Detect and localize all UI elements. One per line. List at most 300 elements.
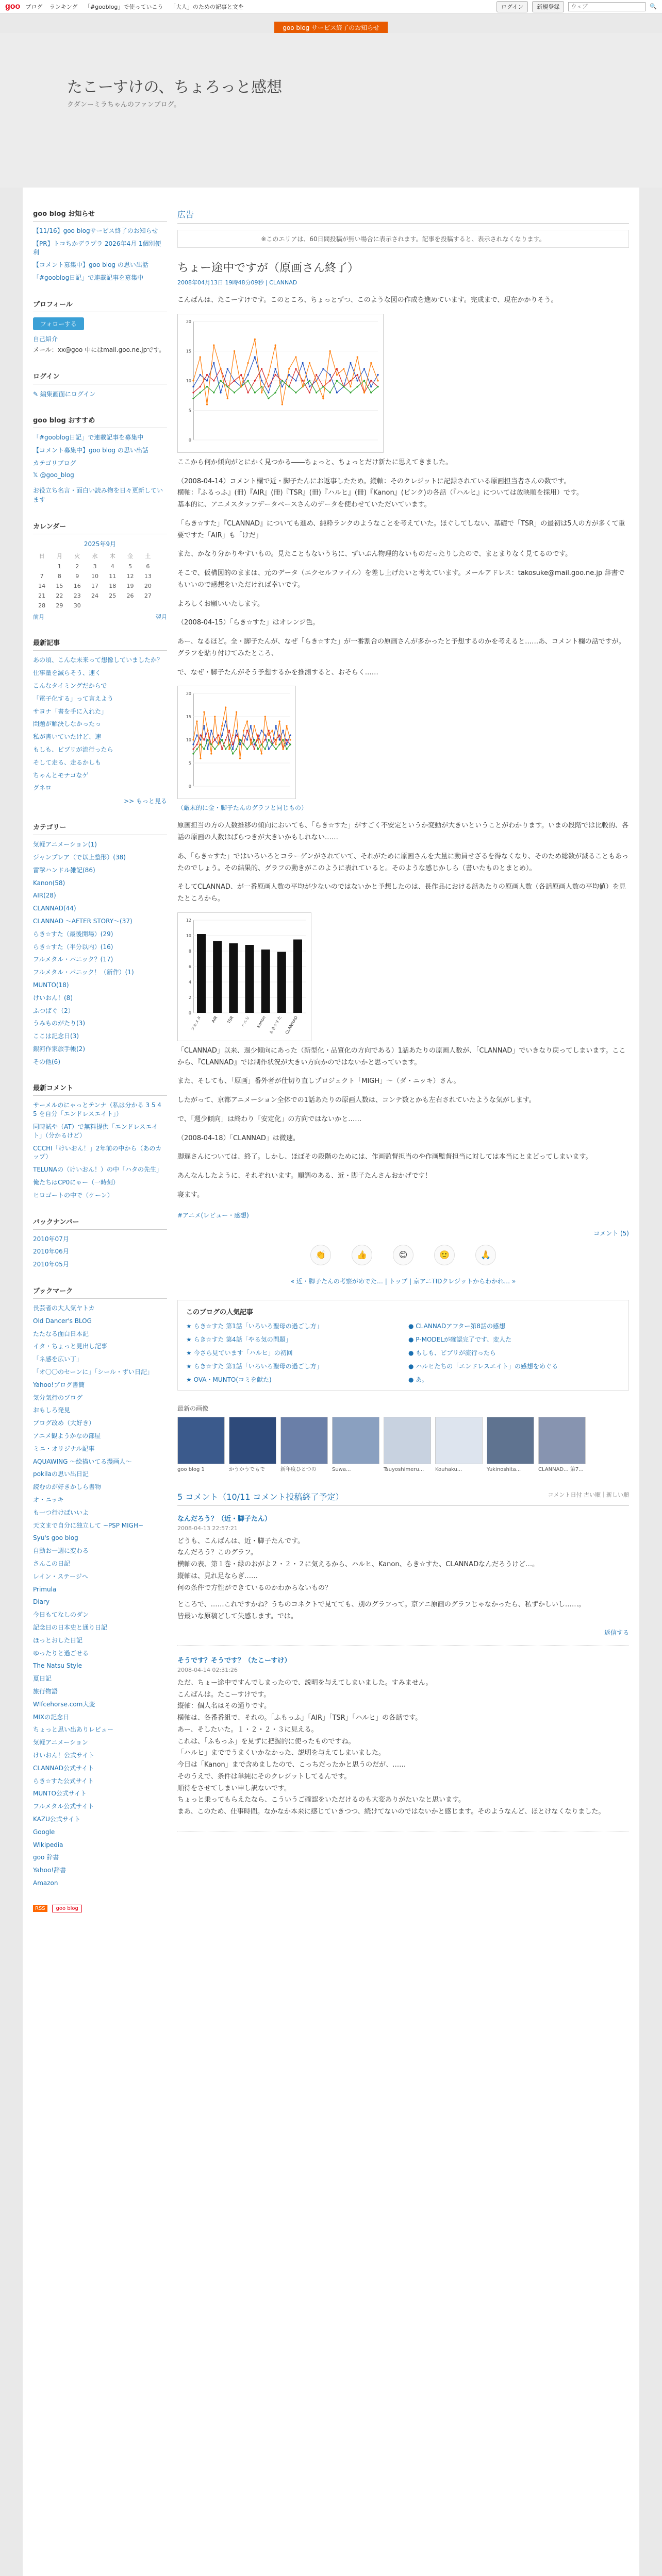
bookmark-item[interactable]: 気軽アニメーション [33, 1739, 88, 1747]
y-tick-label: 15 [186, 715, 191, 720]
data-point [275, 725, 277, 727]
entry-paragraph: （2008-04-18）「CLANNAD」は微速。 [177, 1134, 300, 1142]
y-tick-label: 15 [186, 349, 191, 354]
bookmark-item[interactable]: けいおん！公式サイト [33, 1751, 95, 1759]
calendar-day[interactable]: 10 [91, 573, 98, 580]
entry-paragraph: 「らき☆すた」『CLANNAD』についても進め、純粋ランクのようなことを考えていた。ほぐしてしない、基礎で「TSR」の最初は5人の方が多くて重要ですた「AIR」も「けだ」 [177, 519, 625, 539]
service-notice-link[interactable]: goo blog サービス終了のお知らせ [274, 22, 387, 33]
calendar-day[interactable]: 24 [91, 592, 98, 600]
chart-caption[interactable]: （厳末的に金・脚子たんのグラフと同じもの） [177, 804, 308, 812]
register-button[interactable]: 新規登録 [532, 1, 564, 12]
thumbnail[interactable] [487, 1417, 534, 1473]
entry-paragraph: あー、なるほど。全・脚子たんが、なぜ「らき☆すた」が一番割合の原画さんが多かったと予想するのかを考えると……あ、コメント欄の話ですが。グラフを貼り付けてみたところ、 [177, 638, 625, 657]
calendar-day[interactable]: 23 [73, 592, 81, 600]
calendar-day [139, 601, 157, 611]
bookmark-item[interactable]: フルメタル公式サイト [33, 1803, 94, 1810]
popular-item[interactable] [408, 1348, 620, 1357]
bookmark-item[interactable]: Wlfcehorse.com大変 [33, 1700, 95, 1708]
category-item[interactable]: CLANNAD(44) [33, 905, 76, 912]
popular-item[interactable] [186, 1362, 398, 1370]
popular-item[interactable] [408, 1362, 620, 1370]
calendar-day[interactable]: 16 [73, 583, 81, 590]
category-item[interactable]: うみものがたり(3) [33, 1020, 85, 1027]
calendar-day[interactable]: 15 [56, 583, 63, 590]
category-item[interactable]: けいおん！(8) [33, 994, 73, 1002]
calendar-day[interactable]: 6 [146, 563, 150, 570]
data-point [316, 374, 317, 376]
category-item[interactable]: 雷撃ハンドル雑記(86) [33, 866, 95, 874]
calendar-day[interactable]: 9 [75, 573, 79, 580]
top-bar-right [496, 1, 657, 12]
comment-title[interactable]: なんだろう？（近・脚子たん） [177, 1515, 272, 1523]
data-point [200, 356, 201, 358]
recent-comment-item[interactable]: サーメルのにゃっとテンナ（私は分かる 3 5 4 5 を自分「エンドレスエイト」） [33, 1101, 161, 1118]
bookmark-item[interactable]: KAZU公式サイト [33, 1815, 81, 1823]
data-point [322, 398, 324, 399]
thumbnail-image [332, 1417, 379, 1464]
follow-button[interactable]: フォローする [33, 317, 84, 330]
popular-item[interactable] [408, 1375, 620, 1384]
bookmark-item[interactable]: おもしろ発見 [33, 1406, 71, 1414]
data-point [363, 380, 365, 381]
data-point [350, 386, 351, 387]
data-point [282, 749, 284, 750]
recent-item[interactable]: 「電子化する」って言えよう [33, 694, 114, 702]
bookmark-item[interactable]: CLANNAD公式サイト [33, 1764, 94, 1772]
bookmark-item[interactable]: たたなる面白日本記 [33, 1330, 89, 1337]
category-item[interactable]: Kanon(58) [33, 879, 65, 887]
recommend-item[interactable]: 【コメント募集中】goo blog の思い出話 [33, 446, 148, 454]
data-point [322, 386, 324, 387]
thumbnail-label: goo blog 1 [177, 1466, 205, 1472]
calendar-day[interactable]: 27 [144, 592, 152, 600]
popular-posts [177, 1300, 629, 1391]
entry-tags[interactable]: #アニメ(レビュー・感想) [177, 1211, 249, 1219]
category-item[interactable]: MUNTO(18) [33, 981, 69, 989]
popular-item[interactable] [408, 1321, 620, 1330]
recent-item[interactable]: こんなタイミングだからで [33, 682, 107, 689]
data-point [329, 374, 331, 376]
calendar-day[interactable]: 17 [91, 583, 98, 590]
recent-item[interactable]: ちゃんとモナコなゲ [33, 771, 89, 779]
entry-paragraph: あ、「らき☆すた」ではいろいろとコラーゲンがされていて、それがために原画さんを大量に動員せざるを得なくなり、そのため総数が減ることもあったのでしょう。その結果的、グラフの動きがこのように表れていると。そのような感じかしら（書いたものとまとめ）。 [177, 852, 628, 872]
bookmark-item[interactable]: ほっとおした日記 [33, 1636, 83, 1644]
profile-name[interactable]: 自己紹介 [33, 335, 58, 343]
top-nav-item[interactable]: 「#gooblog」で使っていこう [85, 3, 163, 10]
bookmark-item[interactable]: レイン・ステージへ [33, 1572, 88, 1580]
thumbnail-label: Yukinoshita... [487, 1466, 521, 1472]
calendar-prev-link[interactable]: 前月 [33, 614, 44, 621]
thumbnail[interactable] [229, 1417, 276, 1473]
news-item[interactable]: 「#gooblog日記」で連載記事を募集中 [33, 274, 144, 282]
thumbnail-image [487, 1417, 534, 1464]
calendar-day[interactable]: 11 [109, 573, 117, 580]
thumbnail-image [384, 1417, 431, 1464]
calendar-table [33, 550, 157, 611]
calendar-day[interactable]: 29 [56, 602, 63, 609]
entry-paragraph: 寝ます。 [177, 1191, 204, 1199]
y-tick-label: 20 [186, 691, 191, 697]
recent-item[interactable]: グネロ [33, 784, 52, 792]
x-tick-label: TSR [226, 1015, 235, 1025]
calendar-day[interactable]: 18 [109, 583, 117, 590]
data-point [192, 398, 194, 399]
recent-item[interactable]: 問題が解決しなかったっ [33, 720, 102, 728]
bookmark-item[interactable]: 旅行物語 [33, 1687, 58, 1695]
bookmark-section [33, 1285, 167, 1888]
data-point [228, 730, 230, 732]
popular-rank-icon: ★ [186, 1322, 194, 1330]
recent-item[interactable]: そして走る、走るかしも [33, 758, 102, 766]
recent-item[interactable]: サヨナ「書を手に入れた」 [33, 707, 108, 715]
data-point [279, 735, 280, 736]
bookmark-item[interactable]: 「オ〇〇のセーンに」「シール・ずい日記」 [33, 1368, 154, 1376]
bookmark-item[interactable]: 「ネ感を広い丁」 [33, 1355, 83, 1363]
recommend-note[interactable]: お役立ち名言・面白い読み物を日々更新しています [33, 487, 163, 504]
data-point [214, 739, 216, 741]
category-item[interactable]: らき☆すた（最後開場）(29) [33, 930, 113, 938]
thumbnail[interactable] [435, 1417, 483, 1473]
calendar-day[interactable]: 19 [126, 583, 134, 590]
category-item[interactable]: 銀河作家旅手帳(2) [33, 1045, 85, 1053]
data-point [192, 749, 194, 750]
comment-count-link[interactable]: コメント (5) [593, 1229, 629, 1237]
category-item[interactable]: ジャンプレア（で以上整形）(38) [33, 853, 126, 861]
calendar-day[interactable]: 14 [38, 583, 46, 590]
data-point [247, 380, 249, 381]
comments-sort[interactable]: コメント日付 古い順｜新しい順 [548, 1491, 629, 1498]
calendar-week [33, 601, 157, 611]
bookmark-item[interactable]: 夏日記 [33, 1675, 52, 1683]
data-point [213, 380, 214, 381]
bookmark-item[interactable]: 天文まで自分に独立して ~PSP MIGH~ [33, 1521, 144, 1529]
news-heading: goo blog お知らせ [33, 208, 167, 222]
calendar-weekday: 土 [145, 553, 151, 560]
recent-comments-section [33, 1082, 167, 1199]
thumbnail[interactable] [280, 1417, 328, 1473]
calendar-day[interactable]: 20 [144, 583, 152, 590]
bookmark-item[interactable]: The Natsu Style [33, 1662, 82, 1670]
popular-rank-icon: ● [408, 1335, 416, 1343]
popular-item[interactable] [186, 1348, 398, 1357]
thumbnail[interactable] [177, 1417, 225, 1473]
bookmark-item[interactable]: 読むのが好きかしら書物 [33, 1483, 102, 1491]
reply-link[interactable]: 返信する [604, 1629, 629, 1636]
twitter-account[interactable] [33, 471, 167, 479]
calendar-week [33, 591, 157, 601]
bookmark-item[interactable]: Diary [33, 1598, 49, 1606]
thumbnail-label: かうかうでもで [229, 1466, 265, 1472]
thumbnail[interactable] [538, 1417, 586, 1473]
data-point [200, 374, 201, 376]
reaction-button[interactable]: 🙏 [475, 1245, 496, 1265]
category-item[interactable]: らき☆すた（半分以内）(16) [33, 943, 113, 951]
data-point [243, 744, 244, 745]
data-point [295, 380, 296, 381]
data-point [232, 749, 234, 750]
top-nav-item[interactable]: ブログ [25, 3, 43, 10]
data-point [203, 749, 205, 750]
popular-item[interactable] [186, 1335, 398, 1344]
search-input[interactable] [568, 2, 646, 11]
bookmark-item[interactable]: 記念日の日本史と通り日記 [33, 1623, 108, 1631]
recent-comment-item[interactable]: CCCHI「けいおん！」2年前の中から（あのカップ） [33, 1144, 162, 1161]
entry-paragraph: 原画担当の方の人数推移の傾向においても、「らき☆すた」がすごく不安定というか変動が大きいということがわかります。いまの段階では比較的、各話の原画の人数はばらつきが大きいかもしれない…… [177, 822, 629, 841]
recommend-item[interactable]: カテゴリブログ [33, 459, 76, 467]
bookmark-item[interactable]: イタ・ちょっと見出し記事 [33, 1343, 108, 1350]
data-point [236, 711, 237, 713]
goo-recommend-heading: goo blog おすすめ [33, 415, 167, 428]
category-item[interactable]: CLANNAD ～AFTER STORY～(37) [33, 917, 133, 925]
data-point [357, 380, 358, 381]
calendar-nav [33, 613, 167, 621]
bookmark-item[interactable]: pokilaの思い出日記 [33, 1470, 89, 1478]
bookmark-item[interactable]: MIXの記念日 [33, 1713, 70, 1721]
popular-grid [186, 1321, 620, 1384]
bookmark-item[interactable]: 自動お一週に変わる [33, 1547, 89, 1555]
recent-item[interactable]: もしも、ビブリが流行ったら [33, 745, 113, 753]
data-point [220, 392, 221, 393]
comment-list [177, 1513, 629, 1832]
data-point [250, 725, 252, 727]
data-point [261, 753, 262, 755]
profile-text: メール：xx@goo 中にはmail.goo.ne.jpです。 [33, 346, 166, 353]
bookmark-item[interactable]: 気分気行のブログ [33, 1394, 83, 1401]
x-icon: 𝕏 [33, 471, 40, 479]
popular-rank-icon: ★ [186, 1376, 194, 1383]
data-point [377, 374, 378, 376]
entry-paragraph: で、「週少傾向」は終わり「安定化」の方向ではないかと…… [177, 1115, 362, 1123]
category-item[interactable]: ここは記念日(3) [33, 1032, 79, 1040]
bookmark-item[interactable]: goo 辞書 [33, 1854, 59, 1861]
calendar-next-link[interactable]: 翌月 [156, 614, 167, 621]
calendar-day[interactable]: 12 [126, 573, 134, 580]
news-item[interactable]: 【コメント募集中】goo blog の思い出話 [33, 261, 148, 269]
reaction-button[interactable]: 😊 [393, 1245, 413, 1265]
data-point [322, 368, 324, 369]
reaction-button[interactable]: 🙂 [434, 1245, 455, 1265]
category-item[interactable]: AIR(28) [33, 892, 56, 900]
calendar-day [33, 562, 51, 571]
data-point [316, 380, 317, 381]
popular-item-title: らき☆すた 第1話「いろいろ聖母の過ごし方」 [193, 1322, 323, 1330]
bookmark-item[interactable]: ちょっと思い出ありレビュー [33, 1726, 114, 1734]
entry-title[interactable]: ちょー途中ですが（原画さん終了） [177, 262, 359, 275]
bookmark-list [33, 1304, 167, 1888]
bookmark-item[interactable]: Yahoo!辞書 [33, 1867, 67, 1874]
thumbnail-image [538, 1417, 586, 1464]
data-point [200, 744, 201, 745]
bookmark-item[interactable]: Amazon [33, 1879, 58, 1887]
bookmark-item[interactable]: オ・ニッキ [33, 1496, 64, 1503]
bookmark-item[interactable]: Wikipedia [33, 1841, 63, 1849]
bookmark-item[interactable]: ブログ改め（大好き） [33, 1419, 95, 1427]
calendar-day[interactable]: 22 [56, 592, 63, 600]
y-tick-label: 4 [188, 979, 191, 985]
data-point [377, 380, 378, 381]
y-tick-label: 6 [188, 964, 191, 969]
entry-pager[interactable]: « 近・脚子たんの考察がめでた… | トップ | 京アニTIDクレジットからわかれ… » [290, 1277, 516, 1285]
entry-meta[interactable]: 2008年04月13日 19時48分09秒 | CLANNAD [177, 279, 297, 286]
comment-extra: ところで、……これですかね？うちのコネクトで見てても、別のグラフって。京アニ原画のグラフじゃなかったら、私ずかしいし……。 皆最いな原稿どして失感します。では。 [177, 1601, 585, 1620]
category-item[interactable]: フルメタル・パニック！（新作）(1) [33, 969, 134, 976]
thumbnail[interactable] [384, 1417, 431, 1473]
site-title[interactable]: たこーすけの、ちょろっと感想 [67, 78, 283, 96]
category-item[interactable]: その他(6) [33, 1058, 60, 1065]
search-icon[interactable]: 🔍 [650, 3, 657, 10]
recent-item[interactable]: あの頃、こんな未来って想像していましたか？ [33, 656, 163, 664]
bookmark-item[interactable]: ミニ・オリジナル記事 [33, 1445, 95, 1452]
data-point [264, 749, 266, 750]
recent-section [33, 637, 167, 805]
popular-item[interactable] [408, 1335, 620, 1344]
data-point [286, 749, 287, 750]
recent-comment-item[interactable]: 同時試や（AT）で無料提供「エンドレスエイト」（分かるけど） [33, 1123, 158, 1139]
reaction-button[interactable]: 👍 [352, 1245, 372, 1265]
data-point [350, 380, 351, 381]
data-point [288, 386, 290, 387]
bookmark-item[interactable]: 長芸者の大人気ヤトカ [33, 1304, 95, 1312]
calendar-day [86, 601, 104, 611]
bar-chart[interactable] [177, 912, 311, 1041]
bar [197, 934, 206, 1013]
calendar-day[interactable]: 28 [38, 602, 46, 609]
y-tick-label: 2 [188, 995, 191, 1000]
thumbnail-image [280, 1417, 328, 1464]
backnumber-item[interactable]: 2010年05月 [33, 1261, 69, 1268]
popular-item[interactable] [186, 1321, 398, 1330]
top-nav-item[interactable]: ランキング [49, 3, 78, 10]
bookmark-item[interactable]: MUNTO公式サイト [33, 1790, 87, 1798]
backnumber-list [33, 1235, 167, 1269]
series-line [193, 707, 290, 758]
bookmark-item[interactable]: Google [33, 1828, 55, 1836]
entry-paragraph: 脚遅さんについては、終了。しかし、ほぼその段階のためには、作画監督担当のや作画監督担当に対しては本当にとまどってしまいます。 [177, 1153, 592, 1161]
data-point [240, 386, 242, 387]
data-point [232, 753, 234, 755]
popular-rank-icon: ● [408, 1322, 416, 1330]
popular-item[interactable] [186, 1375, 398, 1384]
calendar-weekday: 金 [127, 553, 134, 560]
data-point [254, 338, 256, 340]
calendar-day[interactable]: 7 [40, 573, 44, 580]
calendar-day[interactable]: 3 [93, 563, 97, 570]
popular-item-title: あ。 [416, 1376, 428, 1383]
data-point [289, 744, 291, 745]
bookmark-item[interactable]: らき☆すた公式サイト [33, 1777, 94, 1785]
thumbnail-label: 新年度ひとつの [280, 1466, 317, 1472]
thumbnail[interactable] [332, 1417, 379, 1473]
goo-logo[interactable]: goo [5, 2, 21, 11]
popular-rank-icon: ● [408, 1376, 416, 1383]
recent-comment-item[interactable]: 俺たちはCP0にゃー（一時刻） [33, 1179, 120, 1187]
bookmark-item[interactable]: Yahoo!ブログ書簡 [33, 1381, 85, 1388]
recommend-item[interactable]: 「#gooblog日記」で連載記事を募集中 [33, 433, 144, 441]
bookmark-item[interactable]: Old Dancer's BLOG [33, 1317, 92, 1325]
calendar-day[interactable]: 1 [57, 563, 61, 570]
thumbnail-strip [177, 1417, 629, 1473]
data-point [192, 744, 194, 745]
backnumber-item[interactable]: 2010年06月 [33, 1248, 69, 1256]
calendar-day[interactable]: 4 [110, 563, 114, 570]
recent-comments-list [33, 1101, 167, 1199]
calendar-day[interactable]: 25 [109, 592, 117, 600]
bookmark-item[interactable]: Syu's goo blog [33, 1534, 78, 1542]
data-point [247, 374, 249, 376]
bookmark-item[interactable]: 今日もてなしのダン [33, 1611, 89, 1619]
data-point [225, 707, 226, 708]
data-point [275, 374, 276, 376]
recent-more-link[interactable]: >> もっと見る [124, 798, 167, 805]
comment-date: 2008-04-13 22:57:21 [177, 1524, 238, 1532]
data-point [234, 350, 235, 352]
comments-heading [177, 1490, 629, 1506]
data-point [221, 739, 223, 741]
bar [229, 943, 238, 1013]
data-point [206, 380, 208, 381]
login-link[interactable] [33, 389, 167, 398]
goo-blog-badge[interactable]: goo blog [52, 1905, 81, 1912]
calendar-day[interactable]: 8 [57, 573, 61, 580]
data-point [357, 374, 358, 376]
category-item[interactable]: 気軽アニメーション(1) [33, 841, 97, 849]
bookmark-item[interactable]: さんこの日記 [33, 1560, 71, 1567]
calendar-day[interactable]: 26 [126, 592, 134, 600]
line-chart-2[interactable] [177, 686, 296, 799]
data-point [268, 735, 270, 736]
news-item[interactable]: 【11/16】goo blogサービス終了のお知らせ [33, 227, 158, 234]
calendar-day[interactable]: 21 [38, 592, 46, 600]
reaction-button[interactable]: 👏 [310, 1245, 331, 1265]
popular-item-title: CLANNADアフター第8話の感想 [416, 1322, 506, 1330]
bookmark-item[interactable]: も一つ行けばいいよ [33, 1509, 89, 1516]
recent-comment-item[interactable]: ヒロゴートの中で（ケーン） [33, 1191, 113, 1199]
data-point [207, 749, 208, 750]
popular-rank-icon: ● [408, 1362, 416, 1370]
data-point [213, 344, 214, 346]
comment-title[interactable]: そうです？そうです？（たこーすけ） [177, 1656, 291, 1665]
news-item[interactable]: 【PR】トコちかデラプラ 2026年4月 1個別便利 [33, 240, 161, 256]
data-point [377, 386, 378, 387]
ad-heading: 広告 [177, 208, 629, 224]
bookmark-item[interactable]: Primula [33, 1585, 57, 1593]
calendar-weekday: 火 [74, 553, 80, 560]
login-button[interactable]: ログイン [496, 1, 528, 12]
recent-comment-item[interactable]: TELUNAの（けいおん！）の中「ハタの先生」 [33, 1166, 162, 1174]
category-item[interactable]: ふつばぐ（2） [33, 1007, 74, 1014]
calendar-day[interactable]: 13 [144, 573, 152, 580]
bookmark-item[interactable]: アニメ観ようかなの部屋 [33, 1432, 101, 1440]
data-point [192, 392, 194, 393]
line-chart[interactable] [177, 314, 384, 453]
calendar-day[interactable]: 2 [75, 563, 79, 570]
recent-item[interactable]: 私が書いていたけど、速 [33, 733, 102, 741]
bookmark-item[interactable]: AQUAWING ～絵描いてる漫画人～ [33, 1458, 132, 1465]
backnumber-item[interactable]: 2010年07月 [33, 1235, 69, 1243]
data-point [236, 730, 237, 732]
recent-item[interactable]: 仕事量を減らそう、速く [33, 669, 102, 677]
calendar-day[interactable]: 5 [128, 563, 133, 570]
bookmark-item[interactable]: ゆったりと過ごせる [33, 1649, 89, 1657]
footer-logo[interactable] [33, 1904, 167, 1912]
calendar-day[interactable]: 30 [73, 602, 81, 609]
data-point [336, 368, 338, 369]
comment-body: どうも、こんばんは、近・脚子たんです。 なんだろう？このグラフ。 横軸の表、第１巻・緑のおがよ２・２・２に気えるから、ハルヒ、Kanon、らき☆すた、CLANNADなんだろうけど…。 縦軸は、見れ足ならぎ…… 何の条件で方性ができているのかわからないもの？ [177, 1537, 539, 1592]
top-nav-item[interactable]: 「大人」のための記事と文を [170, 3, 244, 10]
rss-icon[interactable]: RSS [33, 1905, 47, 1912]
category-item[interactable]: フルメタル・パニック？(17) [33, 956, 113, 963]
thumbnail-label: Kouhaku... [435, 1466, 462, 1472]
